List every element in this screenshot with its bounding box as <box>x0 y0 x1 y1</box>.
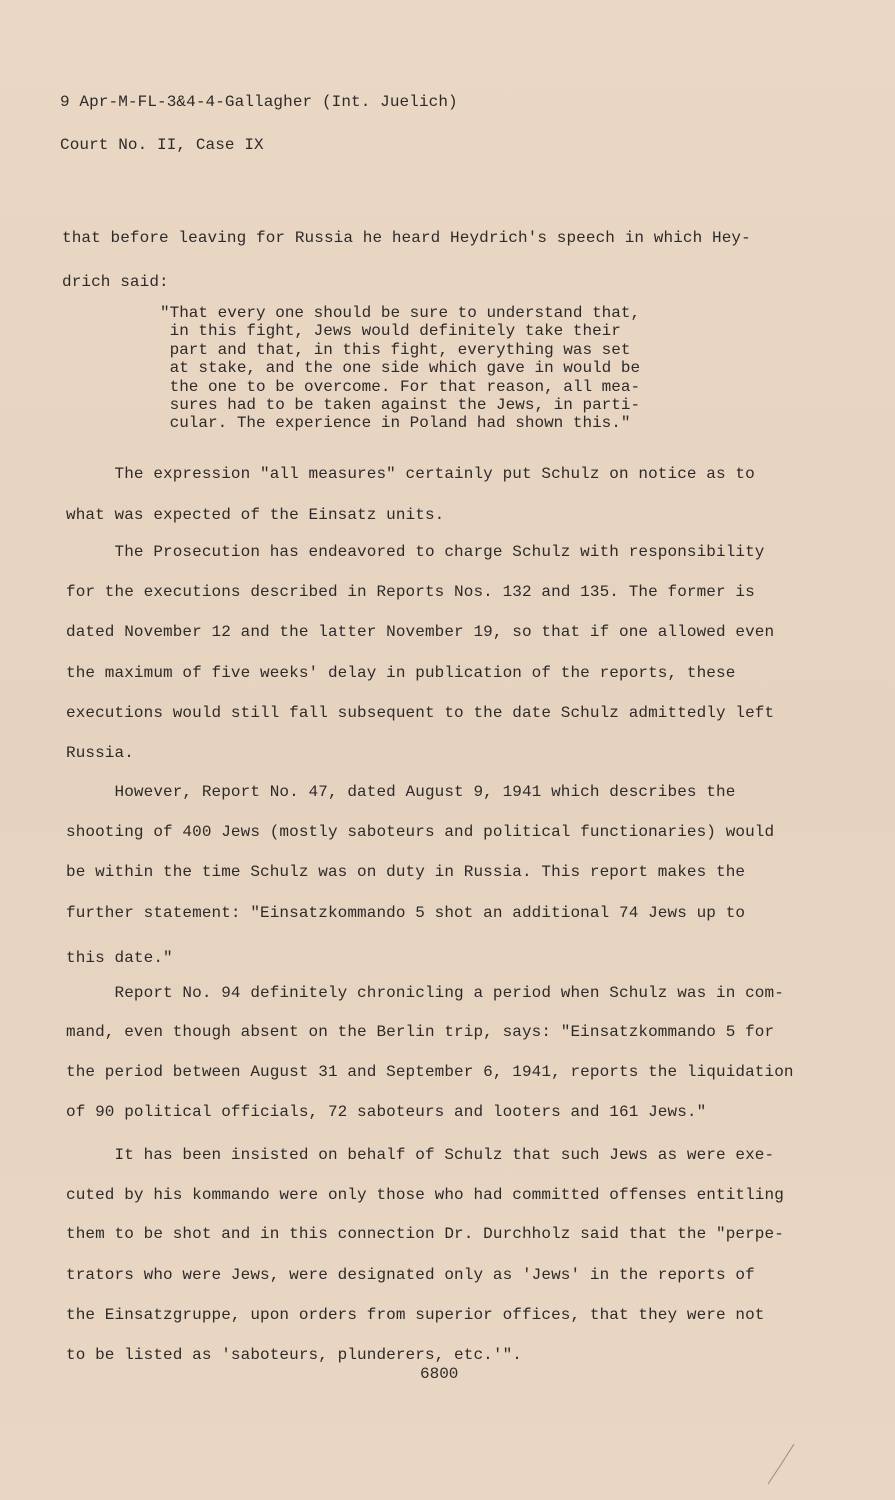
header-court: Court No. II, Case IX <box>60 136 264 154</box>
paragraph-line: the period between August 31 and September 6, 1941, reports the liquidation <box>66 1063 794 1081</box>
body-line: that before leaving for Russia he heard Heydrich's speech in which Hey- <box>62 229 751 247</box>
pencil-mark-icon <box>760 1440 800 1490</box>
paragraph-line: dated November 12 and the latter November 19, so that if one allowed even <box>66 623 775 641</box>
paragraph-line: shooting of 400 Jews (mostly saboteurs and political functionaries) would <box>66 823 775 841</box>
paragraph-line: mand, even though absent on the Berlin trip, says: "Einsatzkommando 5 for <box>66 1023 775 1041</box>
paragraph-line: the Einsatzgruppe, upon orders from superior offices, that they were not <box>66 1306 765 1324</box>
quote-line: in this fight, Jews would definitely take their <box>160 322 621 341</box>
paragraph-line: of 90 political officials, 72 saboteurs and looters and 161 Jews." <box>66 1103 707 1121</box>
paragraph-line: executions would still fall subsequent to the date Schulz admittedly left <box>66 704 775 722</box>
quote-line: at stake, and the one side which gave in would be <box>160 359 641 378</box>
paragraph-line: be within the time Schulz was on duty in Russia. This report makes the <box>66 863 746 881</box>
paragraph-line: for the executions described in Reports Nos. 132 and 135. The former is <box>66 583 755 601</box>
paragraph-line: the maximum of five weeks' delay in publication of the reports, these <box>66 664 736 682</box>
quote-line: cular. The experience in Poland had shown this." <box>160 414 631 433</box>
paragraph-line: to be listed as 'saboteurs, plunderers, etc.'". <box>66 1346 522 1364</box>
body-line: drich said: <box>62 273 169 291</box>
quote-line: the one to be overcome. For that reason, all mea- <box>160 377 641 396</box>
paragraph-line: However, Report No. 47, dated August 9, 1941 which describes the <box>66 783 736 801</box>
paragraph-line: Russia. <box>66 744 134 762</box>
page-number: 6800 <box>420 1365 459 1383</box>
paragraph-line: The Prosecution has endeavored to charge Schulz with responsibility <box>66 543 765 561</box>
quote-line: "That every one should be sure to understand that, <box>160 304 641 322</box>
paragraph-line: what was expected of the Einsatz units. <box>66 506 445 524</box>
paragraph-line: cuted by his kommando were only those who had committed offenses entitling <box>66 1186 784 1204</box>
paragraph-line: further statement: "Einsatzkommando 5 shot an additional 74 Jews up to <box>66 904 746 922</box>
paragraph-line: this date." <box>66 949 173 967</box>
header-reference: 9 Apr-M-FL-3&4-4-Gallagher (Int. Juelich) <box>60 93 458 111</box>
paragraph-line: The expression "all measures" certainly put Schulz on notice as to <box>66 465 755 483</box>
paragraph-line: trators who were Jews, were designated only as 'Jews' in the reports of <box>66 1266 755 1284</box>
paragraph-line: It has been insisted on behalf of Schulz that such Jews as were exe- <box>66 1146 775 1164</box>
heydrich-quote <box>160 304 640 433</box>
quote-line: sures had to be taken against the Jews, in parti- <box>160 396 641 415</box>
quote-line: part and that, in this fight, everything was set <box>160 340 631 359</box>
paragraph-line: them to be shot and in this connection Dr. Durchholz said that the "perpe- <box>66 1225 784 1243</box>
paragraph-line: Report No. 94 definitely chronicling a period when Schulz was in com- <box>66 984 784 1002</box>
